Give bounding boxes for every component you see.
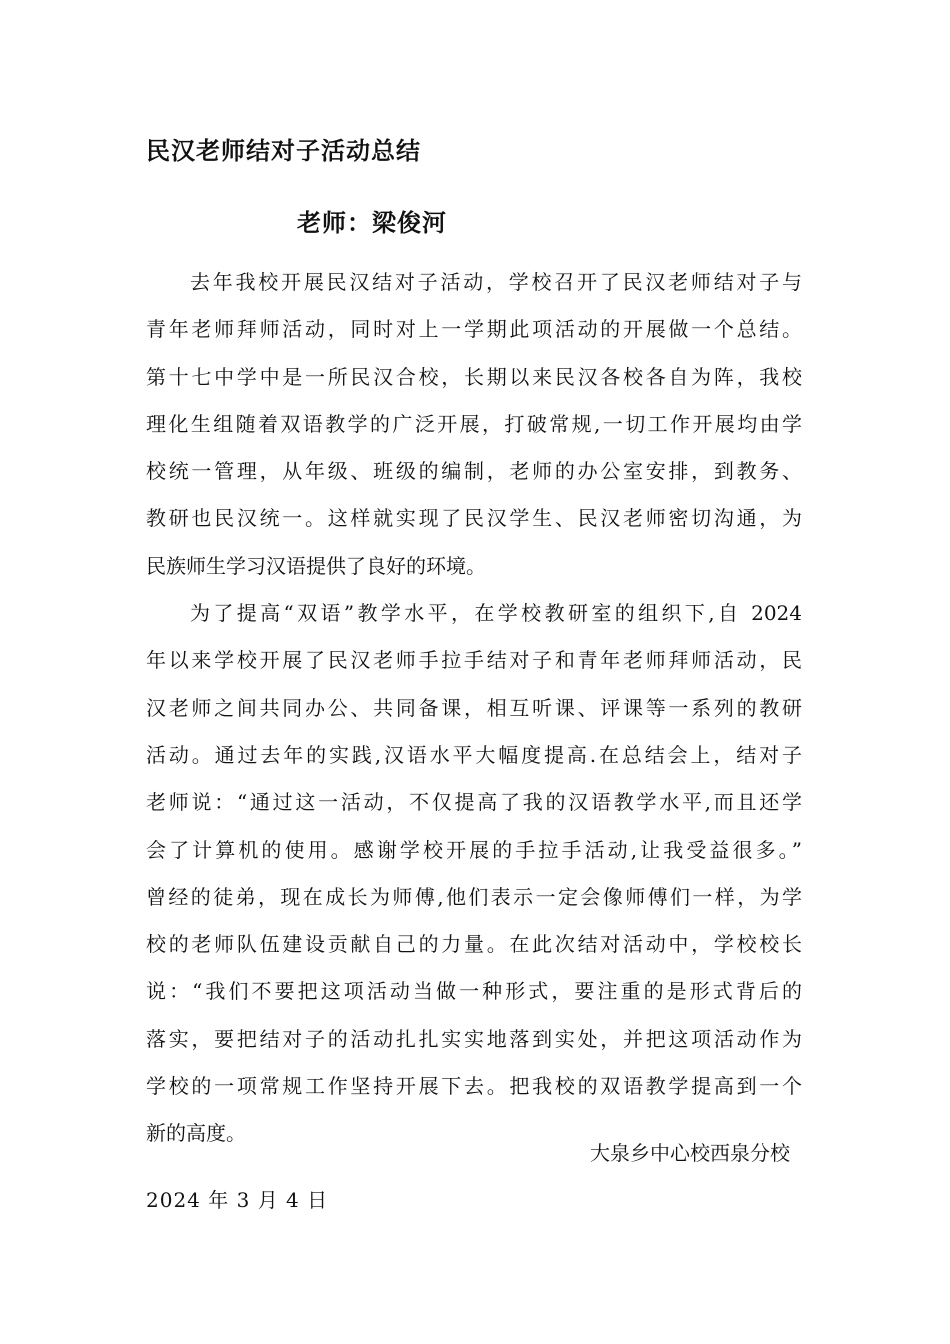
document-title: 民汉老师结对子活动总结 [146,136,421,165]
paragraph-1-line-3: 第十七中学中是一所民汉合校，长期以来民汉各校各自为阵，我校 [146,364,802,389]
paragraph-1-line-1: 去年我校开展民汉结对子活动，学校召开了民汉老师结对子与 [190,270,802,294]
paragraph-2-line-10: 落实，要把结对子的活动扎扎实实地落到实处，并把这项活动作为 [146,1026,802,1051]
signature-date: 2024 年 3 月 4 日 [146,1188,329,1212]
paragraph-2-line-4: 活动。通过去年的实践,汉语水平大幅度提高.在总结会上，结对子 [146,742,802,767]
paragraph-1-line-6: 教研也民汉统一。这样就实现了民汉学生、民汉老师密切沟通，为 [146,506,802,531]
paragraph-2-line-7: 曾经的徒弟，现在成长为师傅,他们表示一定会像师傅们一样，为学 [146,884,802,909]
paragraph-2-line-6: 会了计算机的使用。感谢学校开展的手拉手活动,让我受益很多。” [146,837,802,862]
author-line: 老师：梁俊河 [297,208,447,237]
paragraph-2-line-9: 说：“我们不要把这项活动当做一种形式，要注重的是形式背后的 [146,979,802,1004]
signature-school: 大泉乡中心校西泉分校 [590,1141,790,1165]
paragraph-2-line-1: 为了提高“双语”教学水平，在学校教研室的组织下,自 2024 [190,601,802,626]
paragraph-1-line-2: 青年老师拜师活动，同时对上一学期此项活动的开展做一个总结。 [146,317,802,342]
paragraph-2-line-12: 新的高度。 [146,1121,246,1146]
paragraph-2-line-11: 学校的一项常规工作坚持开展下去。把我校的双语教学提高到一个 [146,1074,802,1099]
paragraph-2-line-3: 汉老师之间共同办公、共同备课，相互听课、评课等一系列的教研 [146,695,802,720]
document-body [146,262,802,1161]
paragraph-1-line-7: 民族师生学习汉语提供了良好的环境。 [146,553,486,578]
paragraph-1-line-5: 校统一管理，从年级、班级的编制，老师的办公室安排，到教务、 [146,459,802,484]
paragraph-2-line-2: 年以来学校开展了民汉老师手拉手结对子和青年老师拜师活动，民 [146,648,802,673]
paragraph-2-line-8: 校的老师队伍建设贡献自己的力量。在此次结对活动中，学校校长 [146,932,802,957]
paragraph-1-line-4: 理化生组随着双语教学的广泛开展，打破常规,一切工作开展均由学 [146,411,802,436]
paragraph-2-line-5: 老师说：“通过这一活动，不仅提高了我的汉语教学水平,而且还学 [146,790,802,815]
